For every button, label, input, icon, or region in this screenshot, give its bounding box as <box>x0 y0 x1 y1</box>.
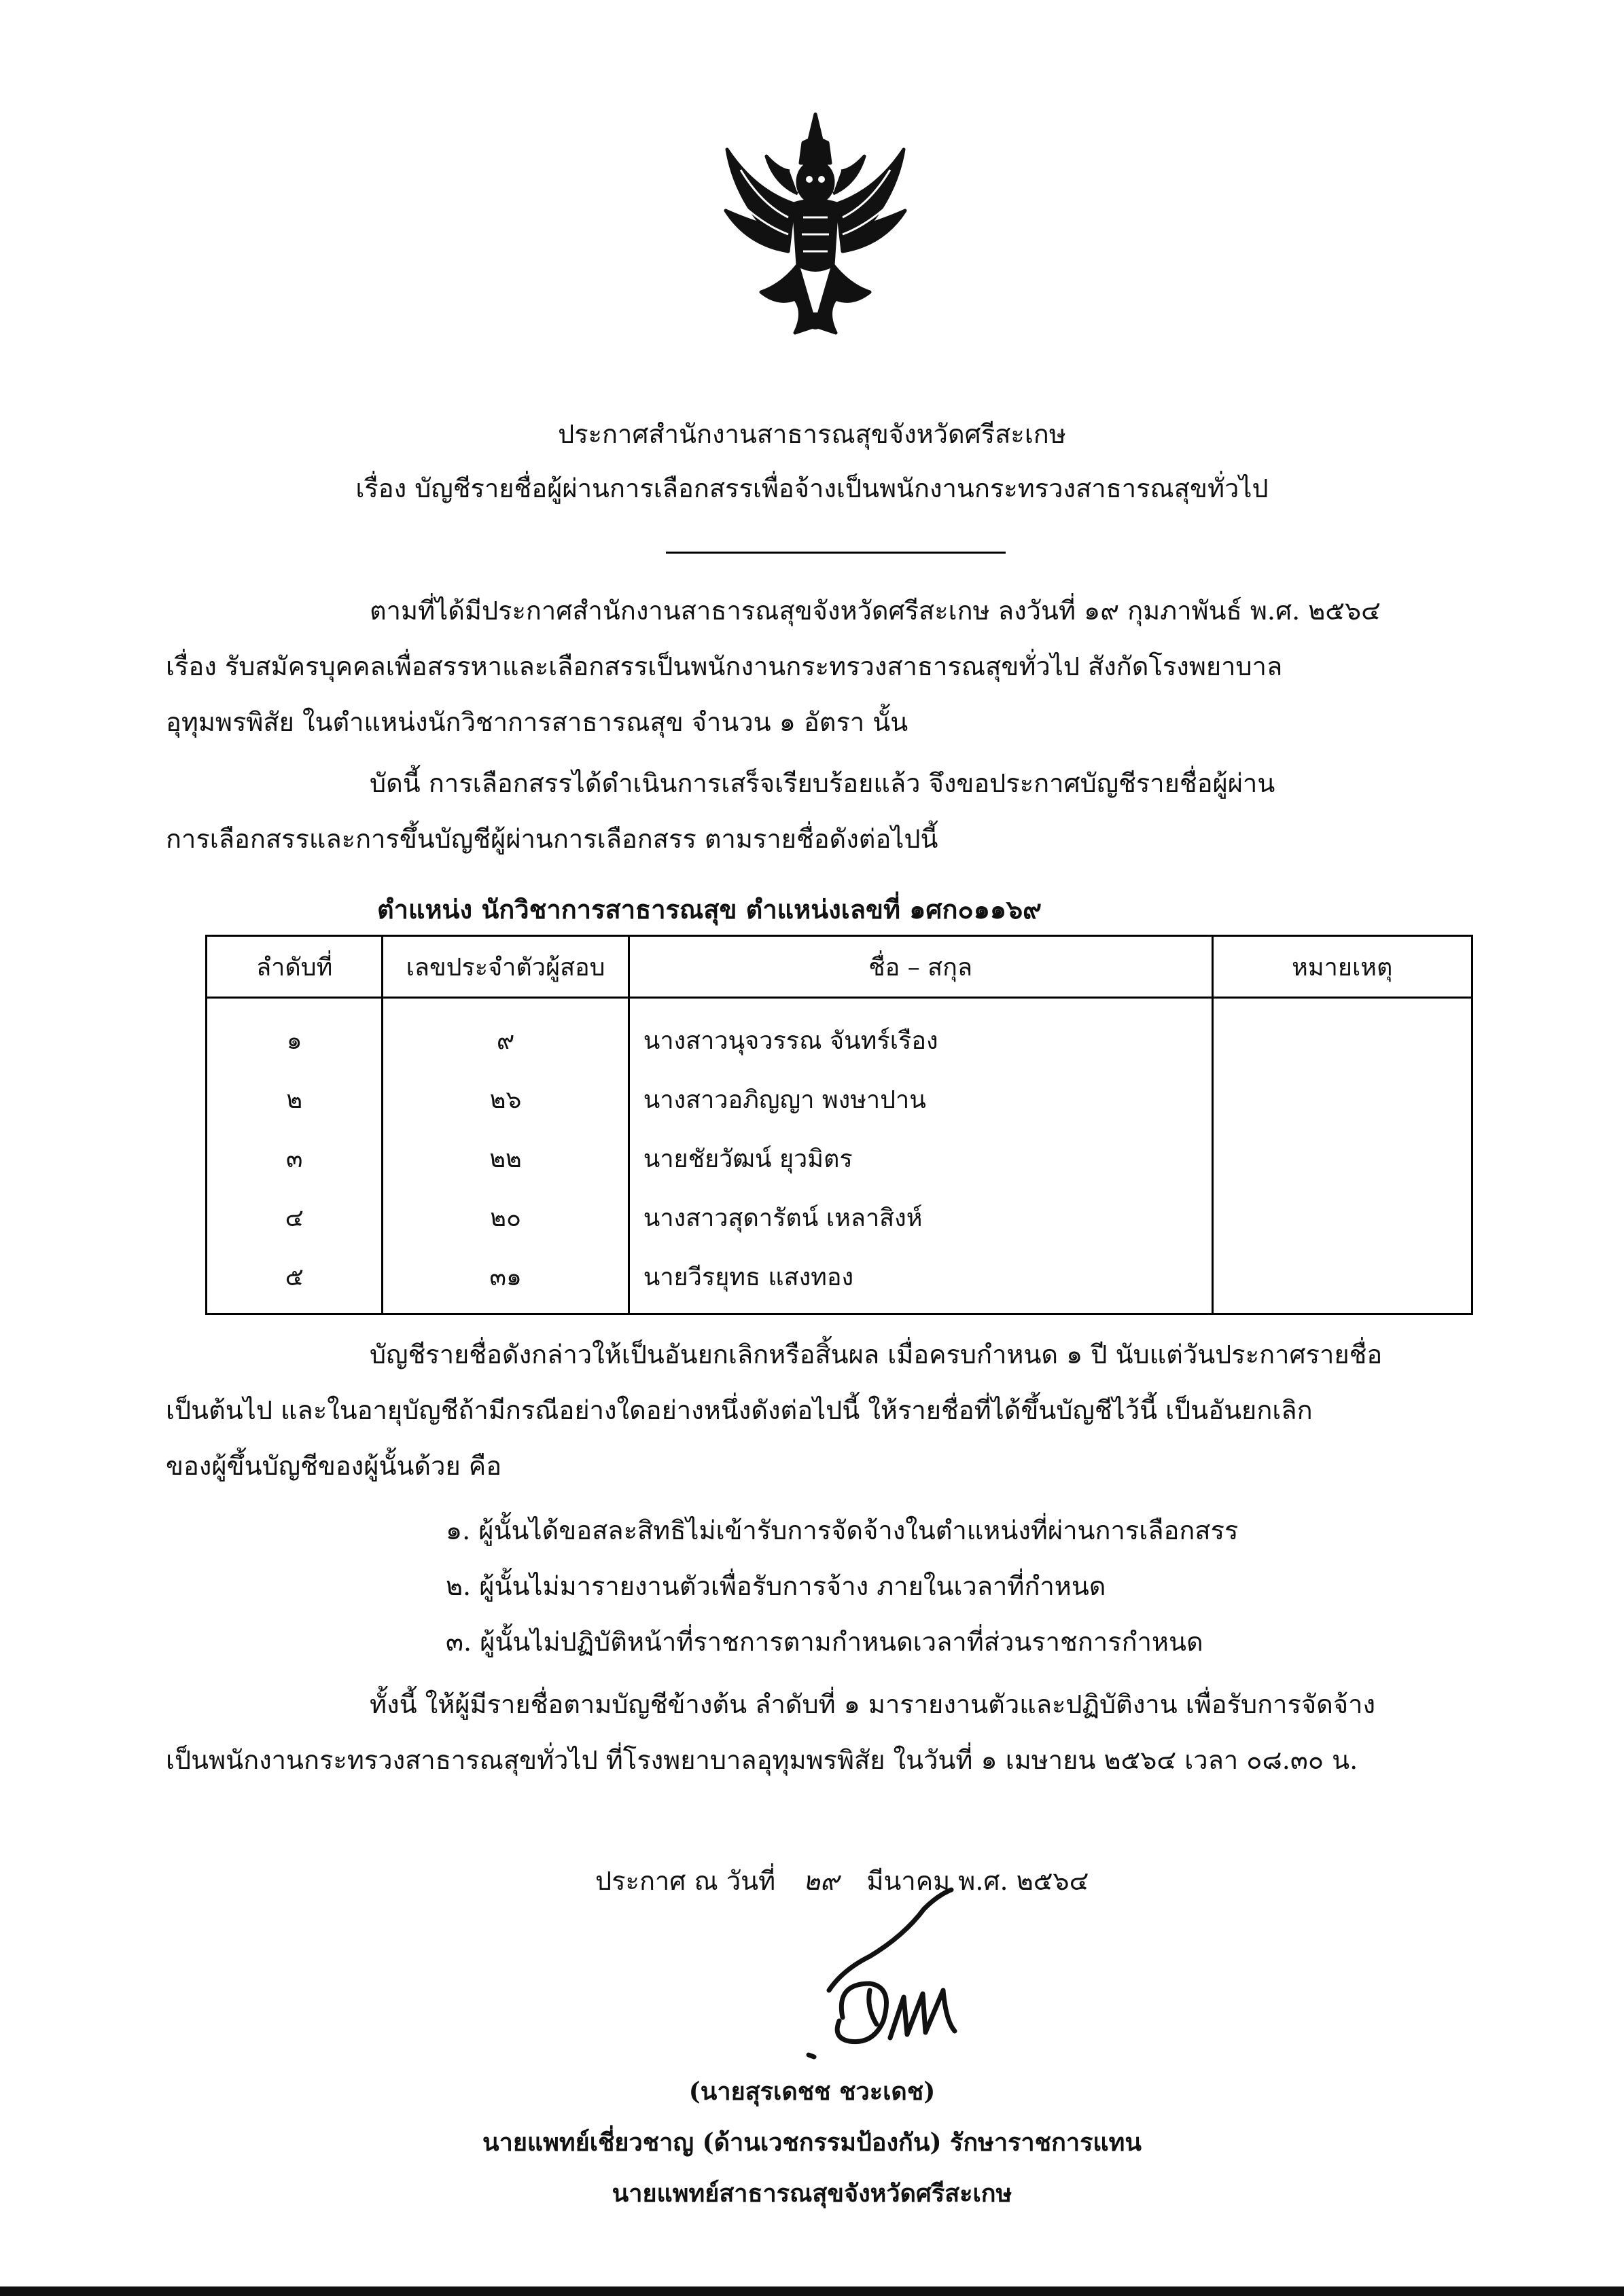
condition-item: ๒. ผู้นั้นไม่มารายงานตัวเพื่อรับการจ้าง ภายในเวลาที่กำหนด <box>446 1571 1106 1601</box>
cell-full-name: นายชัยวัฒน์ ยุวมิตร <box>629 1129 1212 1188</box>
candidate-table <box>205 935 1473 1315</box>
cell-order: ๒ <box>207 1070 383 1129</box>
page-bottom-border <box>0 2286 1624 2296</box>
handwritten-signature <box>768 1882 1012 2085</box>
cell-exam-id: ๙ <box>383 998 629 1071</box>
cell-exam-id: ๒๒ <box>383 1129 629 1188</box>
table-row <box>207 1070 1472 1129</box>
validity-line-2: เป็นต้นไป และในอายุบัญชีถ้ามีกรณีอย่างใดอย่างหนึ่งดังต่อไปนี้ ให้รายชื่อที่ได้ขึ้นบัญชีไว้นี้ เป็นอันยกเลิก <box>166 1395 1313 1425</box>
title-divider <box>666 552 1006 554</box>
table-row <box>207 1247 1472 1314</box>
table-header-row <box>207 936 1472 998</box>
garuda-emblem-icon <box>713 109 917 346</box>
cell-note <box>1212 1070 1472 1129</box>
validity-paragraph <box>166 1342 1470 1491</box>
signer-title: นายแพทย์สาธารณสุขจังหวัดศรีสะเกษ <box>612 2179 1012 2208</box>
header-full-name: ชื่อ – สกุล <box>629 936 1212 998</box>
table-row <box>207 1129 1472 1188</box>
cell-note <box>1212 998 1472 1071</box>
document-subject: เรื่อง บัญชีรายชื่อผู้ผ่านการเลือกสรรเพื่อจ้างเป็นพนักงานกระทรวงสาธารณสุขทั่วไป <box>355 473 1269 503</box>
validity-line-1: บัญชีรายชื่อดังกล่าวให้เป็นอันยกเลิกหรือสิ้นผล เมื่อครบกำหนด ๑ ปี นับแต่วันประกาศรายชื่อ <box>370 1340 1383 1369</box>
header-order: ลำดับที่ <box>207 936 383 998</box>
cell-full-name: นายวีรยุทธ แสงทอง <box>629 1247 1212 1314</box>
result-line-1: บัดนี้ การเลือกสรรได้ดำเนินการเสร็จเรียบร้อยแล้ว จึงขอประกาศบัญชีรายชื่อผู้ผ่าน <box>370 768 1275 798</box>
header-exam-id: เลขประจำตัวผู้สอบ <box>383 936 629 998</box>
result-paragraph <box>166 770 1470 865</box>
announce-prefix: ประกาศ ณ วันที่ <box>595 1866 776 1896</box>
report-paragraph <box>166 1691 1470 1787</box>
announce-day: ๒๙ <box>802 1866 839 1896</box>
header-note: หมายเหตุ <box>1212 936 1472 998</box>
cell-order: ๑ <box>207 998 383 1071</box>
cell-exam-id: ๒๐ <box>383 1188 629 1247</box>
intro-paragraph <box>166 598 1470 747</box>
cell-exam-id: ๓๑ <box>383 1247 629 1314</box>
intro-line-3: อุทุมพรพิสัย ในตำแหน่งนักวิชาการสาธารณสุข จำนวน ๑ อัตรา นั้น <box>166 707 908 737</box>
cell-full-name: นางสาวนุจวรรณ จันทร์เรือง <box>629 998 1212 1071</box>
cell-note <box>1212 1188 1472 1247</box>
cell-order: ๔ <box>207 1188 383 1247</box>
cell-note <box>1212 1247 1472 1314</box>
signer-position: นายแพทย์เชี่ยวชาญ (ด้านเวชกรรมป้องกัน) รักษาราชการแทน <box>482 2128 1142 2157</box>
intro-line-2: เรื่อง รับสมัครบุคคลเพื่อสรรหาและเลือกสรรเป็นพนักงานกระทรวงสาธารณสุขทั่วไป สังกัดโรงพยาบาล <box>166 651 1283 681</box>
announce-month-year: มีนาคม พ.ศ. ๒๕๖๔ <box>866 1866 1089 1896</box>
result-line-2: การเลือกสรรและการขึ้นบัญชีผู้ผ่านการเลือกสรร ตามรายชื่อดังต่อไปนี้ <box>166 824 938 854</box>
document-title: ประกาศสำนักงานสาธารณสุขจังหวัดศรีสะเกษ <box>558 419 1066 449</box>
cell-order: ๕ <box>207 1247 383 1314</box>
cell-full-name: นางสาวอภิญญา พงษาปาน <box>629 1070 1212 1129</box>
report-line-1: ทั้งนี้ ให้ผู้มีรายชื่อตามบัญชีข้างต้น ลำดับที่ ๑ มารายงานตัวและปฏิบัติงาน เพื่อรับการจัดจ้าง <box>370 1689 1376 1719</box>
signer-name: (นายสุรเดชช ชวะเดช) <box>688 2077 936 2106</box>
position-heading: ตำแหน่ง นักวิชาการสาธารณสุข ตำแหน่งเลขที่ ๑ศก๐๑๑๖๙ <box>377 894 1042 925</box>
cell-exam-id: ๒๖ <box>383 1070 629 1129</box>
condition-item: ๓. ผู้นั้นไม่ปฏิบัติหน้าที่ราชการตามกำหนดเวลาที่ส่วนราชการกำหนด <box>446 1627 1203 1657</box>
cell-full-name: นางสาวสุดารัตน์ เหลาสิงห์ <box>629 1188 1212 1247</box>
table-row <box>207 998 1472 1071</box>
cell-note <box>1212 1129 1472 1188</box>
report-line-2: เป็นพนักงานกระทรวงสาธารณสุขทั่วไป ที่โรงพยาบาลอุทุมพรพิสัย ในวันที่ ๑ เมษายน ๒๕๖๔ เวลา ๐๘.๓๐ น. <box>166 1745 1358 1775</box>
table-row <box>207 1188 1472 1247</box>
intro-line-1: ตามที่ได้มีประกาศสำนักงานสาธารณสุขจังหวัดศรีสะเกษ ลงวันที่ ๑๙ กุมภาพันธ์ พ.ศ. ๒๕๖๔ <box>370 596 1381 626</box>
condition-item: ๑. ผู้นั้นได้ขอสละสิทธิไม่เข้ารับการจัดจ้างในตำแหน่งที่ผ่านการเลือกสรร <box>446 1515 1239 1545</box>
cell-order: ๓ <box>207 1129 383 1188</box>
validity-line-3: ของผู้ขึ้นบัญชีของผู้นั้นด้วย คือ <box>166 1451 502 1481</box>
